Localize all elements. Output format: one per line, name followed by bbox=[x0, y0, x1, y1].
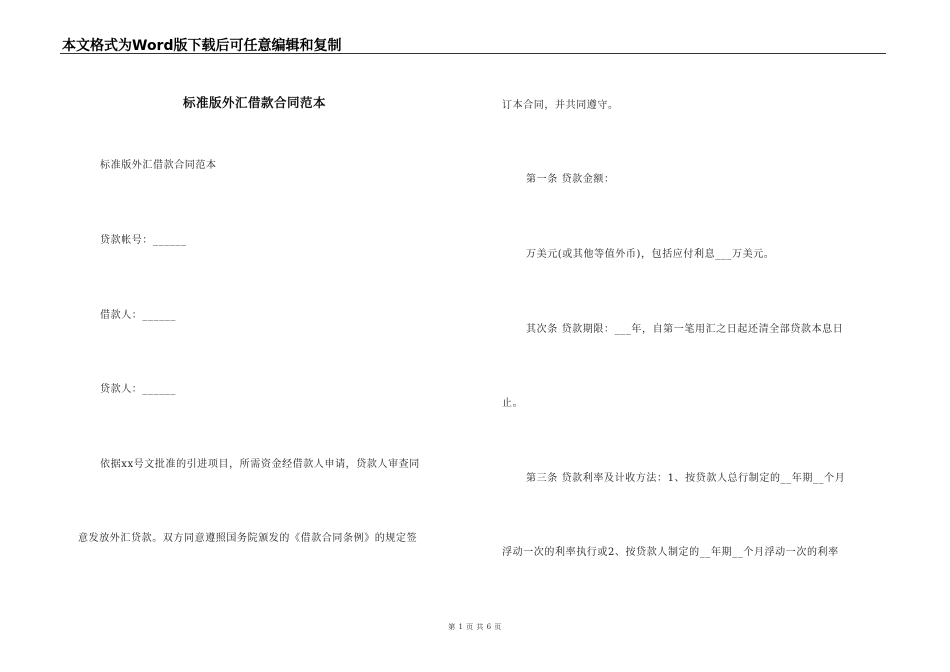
left-paragraph-5: 依据xx号文批准的引进项目，所需资金经借款人申请，贷款人审查同 bbox=[100, 459, 420, 470]
header-divider bbox=[60, 53, 886, 54]
left-paragraph-4: 贷款人：______ bbox=[100, 384, 176, 395]
right-paragraph-3: 万美元(或其他等值外币)，包括应付利息___万美元。 bbox=[526, 249, 775, 260]
left-paragraph-6: 意发放外汇贷款。双方同意遵照国务院颁发的《借款合同条例》的规定签 bbox=[78, 533, 418, 544]
right-paragraph-2: 第一条 贷款金额： bbox=[526, 174, 615, 185]
right-paragraph-6: 第三条 贷款利率及计收方法：1、按贷款人总行制定的__年期__个月 bbox=[526, 473, 846, 484]
right-paragraph-4: 其次条 贷款期限：___年，自第一笔用汇之日起还清全部贷款本息日 bbox=[526, 324, 844, 335]
document-banner: 本文格式为Word版下载后可任意编辑和复制 bbox=[62, 38, 342, 54]
left-paragraph-2: 贷款帐号：______ bbox=[100, 235, 187, 246]
document-title: 标准版外汇借款合同范本 bbox=[183, 95, 327, 110]
right-paragraph-5: 止。 bbox=[502, 398, 524, 409]
left-paragraph-3: 借款人：______ bbox=[100, 310, 176, 321]
right-paragraph-7: 浮动一次的利率执行或2、按贷款人制定的__年期__个月浮动一次的利率 bbox=[502, 547, 839, 558]
page-number-footer: 第 1 页 共 6 页 bbox=[448, 623, 502, 631]
left-paragraph-1: 标准版外汇借款合同范本 bbox=[100, 160, 217, 171]
right-paragraph-1: 订本合同，并共同遵守。 bbox=[502, 100, 619, 111]
